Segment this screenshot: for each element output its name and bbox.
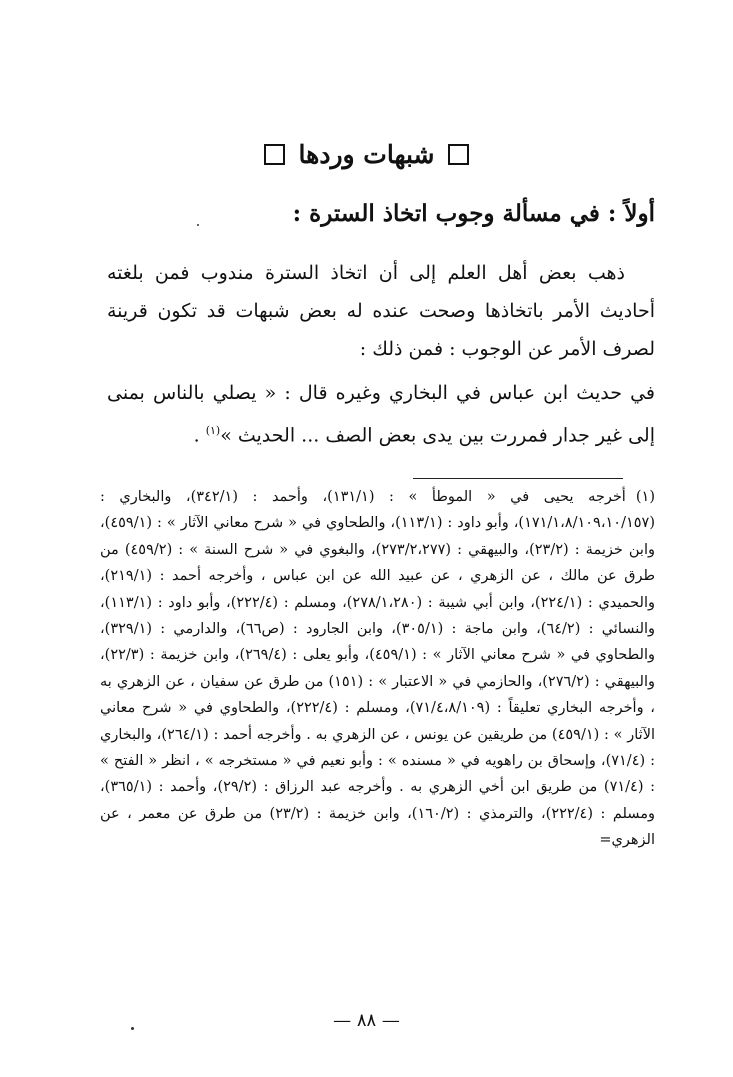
paragraph-1 — [107, 254, 655, 368]
footnote-reference: (١) — [205, 424, 221, 437]
paragraph-2: في حديث ابن عباس في البخاري وغيره قال : « يصلي بالناس بمنى إلى غير جدار فمررت بين يدى بعض الصف ... الحديث »$^{(١)}$ . — [107, 382, 655, 447]
section-title-text: شبهات وردها — [298, 140, 435, 169]
subsection-heading: أولاً : في مسألة وجوب اتخاذ السترة : — [292, 200, 655, 227]
title-box-right-icon — [448, 144, 469, 165]
section-title — [0, 138, 733, 169]
footnote — [100, 484, 655, 854]
footnote-number: (١) — [635, 489, 655, 505]
footnote-text: أخرجه يحيى في « الموطأ » : (١٣١/١)، وأحمد : (٣٤٢/١)، والبخاري : (١٧١/١،٨/١٠٩،١٠/١٥٧)، وأبو داود : (١١٣/١)، والطحاوي في « شرح معاني الآثار » : (٤٥٩/١)، وابن خزيمة : (٢٣/٢)، والبيهقي : (٢٧٣/٢،٢٧٧)، والبغوي في « شرح السنة » : (٤٥٩/٢) من طرق عن مالك ، عن الزهري ، عن عبيد الله عن ابن عباس ، وأخرجه أحمد : (٢١٩/١)، والحميدي : (٢٢٤/١)، وابن أبي شيبة : (٢٧٨/١،٢٨٠)، ومسلم : (٢٢٢/٤)، وأبو داود : (١١٣/١)، والنسائي : (٦٤/٢)، وابن ماجة : (٣٠٥/١)، وابن الجارود : (ص٦٦)، والدارمي : (٣٢٩/١)، والطحاوي في « شرح معاني الآثار » : (٤٥٩/١)، وأبو يعلى : (٢٦٩/٤)، وابن خزيمة : (٢٢/٣)، والبيهقي : (٢٧٦/٢)، والحازمي في « الاعتبار » : (١٥١) من طرق عن سفيان ، عن الزهري به ، وأخرجه البخاري تعليقاً : (٧١/٤،٨/١٠٩)، ومسلم : (٢٢٢/٤)، والطحاوي في « شرح معاني الآثار » : (٤٥٩/١) من طريقين عن يونس ، عن الزهري به . وأخرجه أحمد : (٢٦٤/١)، والبخاري : (٧١/٤)، وإسحاق بن راهويه في « مسنده » : وأبو نعيم في « مستخرجه » ، انظر « الفتح » : (٧١/٤) من طريق ابن أخي الزهري به . وأخرجه عبد الرزاق : (٢٩/٢)، وأحمد : (٣٦٥/١)، ومسلم : (٢٢٢/٤)، والترمذي : (١٦٠/٢)، وابن خزيمة : (٢٣/٢) من طرق عن معمر ، عن الزهري= — [100, 489, 656, 849]
speck-mark — [197, 224, 199, 226]
footnote-separator — [413, 478, 623, 479]
page-number: — ٨٨ — — [333, 1010, 400, 1031]
title-box-left-icon — [264, 144, 285, 165]
paragraph-2-text: في حديث ابن عباس في البخاري وغيره قال : « يصلي بالناس بمنى إلى غير جدار فمررت بين يدى بعض الصف ... الحديث » — [107, 382, 655, 447]
paragraph-1-text: ذهب بعض أهل العلم إلى أن اتخاذ السترة مندوب فمن بلغته أحاديث الأمر باتخاذها وصحت عنده له بعض شبهات قد تكون قرينة لصرف الأمر عن الوجوب : فمن ذلك : — [107, 262, 655, 360]
speck-mark — [131, 1027, 134, 1030]
